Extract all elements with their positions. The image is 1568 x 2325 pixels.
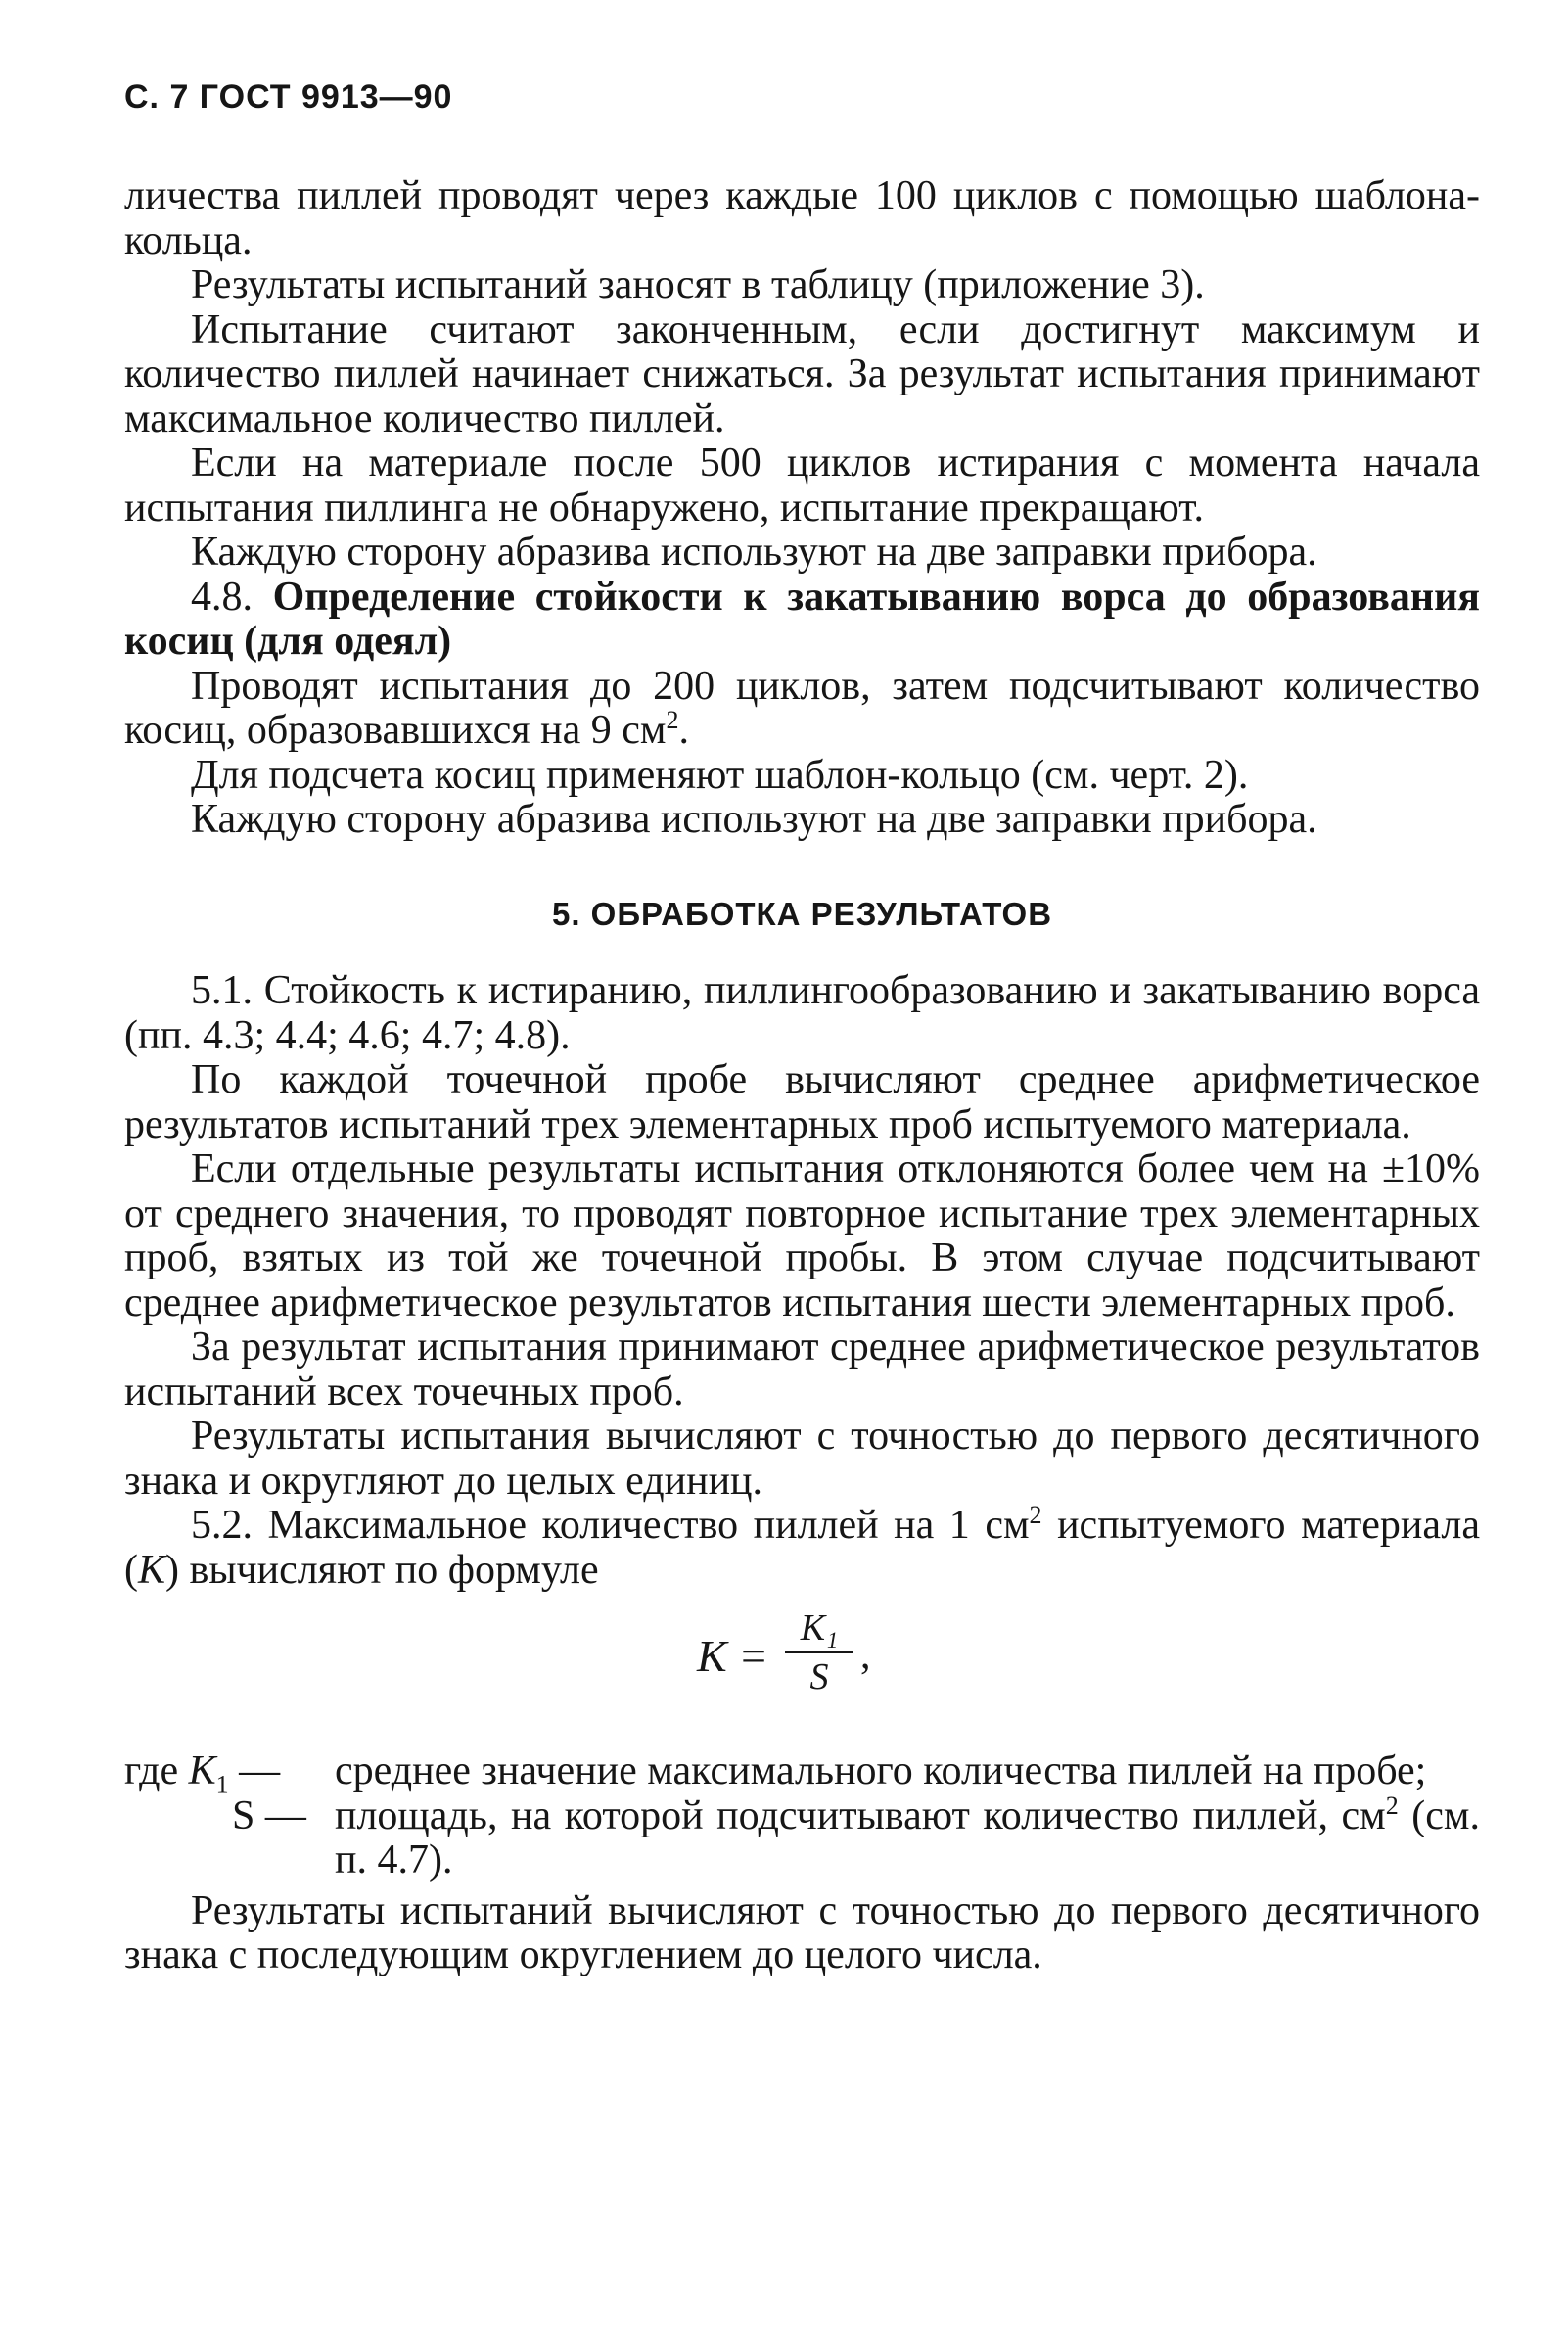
definition-term: S — [232, 1792, 306, 1838]
formula-fraction [785, 1604, 853, 1700]
paragraph: По каждой точечной пробе вычисляют среднее арифметическое результатов испытаний трех элементарных проб испытуемого материала. [124, 1057, 1480, 1147]
definition-text-part: площадь, на которой подсчитывают количество пиллей, см [335, 1792, 1386, 1838]
variable: K [138, 1547, 166, 1593]
paragraph: Каждую сторону абразива используют на две заправки прибора. [191, 530, 1317, 575]
paragraph [124, 1501, 1481, 1593]
formula-lhs: K = [697, 1631, 769, 1681]
formula-denominator: S [809, 1656, 829, 1697]
paragraph [124, 665, 1480, 754]
definition-term [124, 1748, 281, 1799]
paragraph-text: 5.2. Максимальное количество пиллей на 1 см [191, 1503, 1030, 1548]
paragraph: Результаты испытаний вычисляют с точностью до первого десятичного знака с последующим округлением до целого числа. [124, 1887, 1480, 1977]
subsection-heading [124, 576, 1480, 665]
paragraph-text: Проводят испытания до 200 циклов, затем подсчитывают количество косиц, образовавшихся на 9 см [124, 663, 1480, 753]
superscript: 2 [1385, 1790, 1399, 1820]
document-body [124, 174, 1480, 1978]
paragraph: Если отдельные результаты испытания отклоняются более чем на ±10% от среднего значения, то проводят повторное испытание трех элементарных проб, взятых из той же точечной пробы. В этом случае подсчитывают среднее арифметическое результатов испытания шести элементарных проб. [124, 1146, 1480, 1325]
subsection-title: Определение стойкости к закатыванию ворса до образования косиц (для одеял) [124, 574, 1480, 664]
paragraph: Результаты испытаний заносят в таблицу (приложение 3). [191, 262, 1205, 307]
paragraph-text: . [678, 708, 689, 753]
subscript: 1 [215, 1770, 229, 1799]
formula-numerator: K₁ [785, 1604, 853, 1653]
paragraph: Если на материале после 500 циклов истирания с момента начала испытания пиллинга не обнаружено, испытание прекращают. [124, 441, 1480, 531]
paragraph: Каждую сторону абразива используют на две заправки прибора. [191, 797, 1317, 842]
superscript: 2 [1029, 1501, 1042, 1529]
paragraph: личества пиллей проводят через каждые 100 циклов с помощью шаблона-кольца. [124, 173, 1480, 263]
paragraph: 5.1. Стойкость к истиранию, пиллингообразованию и закатыванию ворса (пп. 4.3; 4.4; 4.6; 4.7; 4.8). [124, 968, 1480, 1058]
formula [124, 1604, 1480, 1712]
paragraph: Результаты испытания вычисляют с точностью до первого десятичного знака и округляют до целых единиц. [124, 1414, 1480, 1504]
definition-text: среднее значение максимального количества пиллей на пробе; [335, 1748, 1427, 1793]
paragraph: Испытание считают законченным, если достигнут максимум и количество пиллей начинает снижаться. За результат испытания принимают максимальное количество пиллей. [124, 306, 1480, 442]
definition-s [124, 1790, 1480, 1883]
paragraph: За результат испытания принимают среднее арифметическое результатов испытаний всех точечных проб. [124, 1325, 1480, 1415]
paragraph-text: испытуемого материала ( [124, 1503, 1481, 1593]
subsection-number: 4.8. [191, 574, 253, 620]
superscript: 2 [666, 706, 679, 734]
definition-text-part: (см. п. 4.7). [335, 1792, 1480, 1883]
definition-k1 [124, 1748, 1480, 1799]
where-word: где [124, 1748, 189, 1793]
paragraph: Для подсчета косиц применяют шаблон-кольцо (см. черт. 2). [191, 752, 1249, 798]
section-title: 5. ОБРАБОТКА РЕЗУЛЬТАТОВ [551, 895, 1053, 932]
formula-comma: , [860, 1633, 871, 1678]
definition-text [335, 1790, 1480, 1883]
dash: — [228, 1748, 281, 1793]
paragraph-text: ) вычисляют по формуле [165, 1547, 599, 1593]
page-header: С. 7 ГОСТ 9913—90 [124, 78, 453, 116]
variable: K [188, 1748, 216, 1793]
